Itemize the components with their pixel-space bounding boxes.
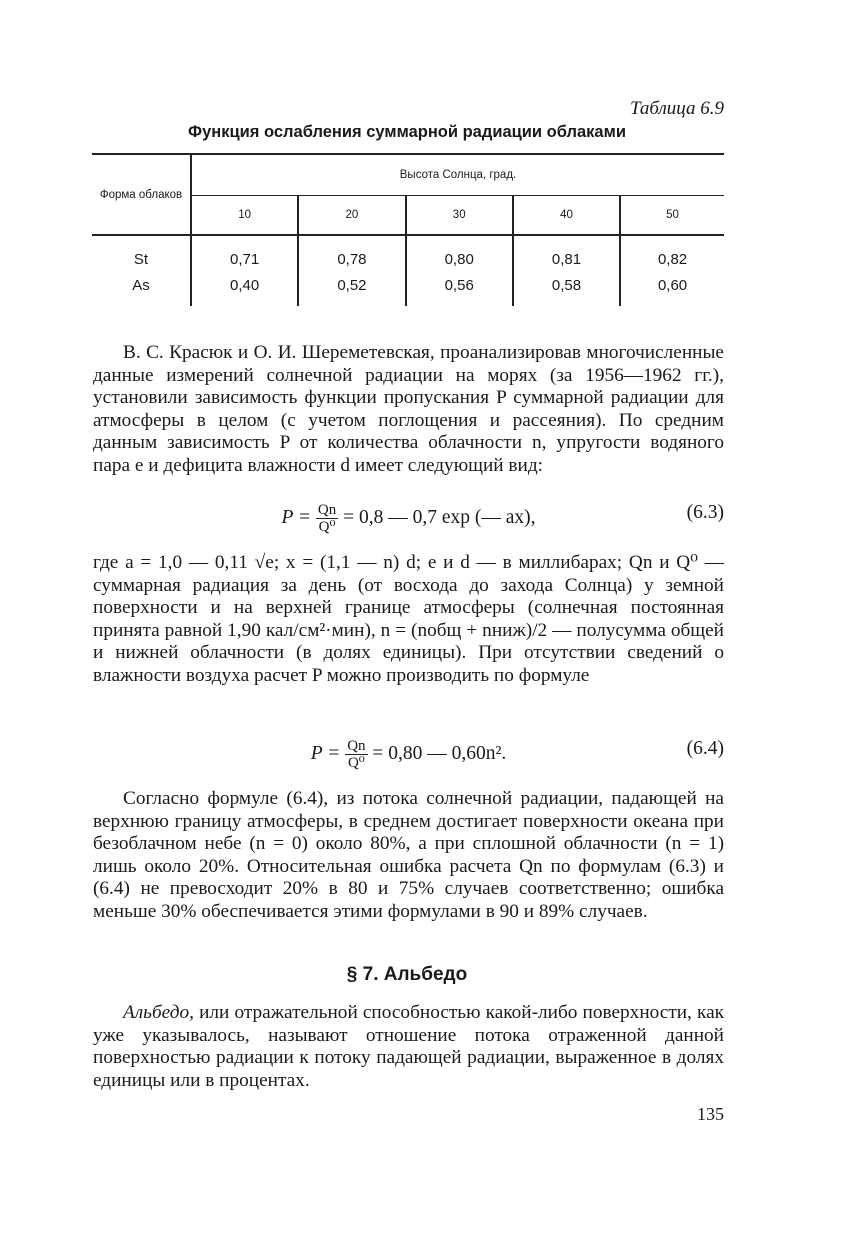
formula-fraction: $\frac{Qn}{\text{Q⁰}}$ <box>317 502 337 535</box>
page-number: 135 <box>697 1104 724 1124</box>
table-row <box>92 235 724 272</box>
table-title: Функция ослабления суммарной радиации облаками <box>188 123 626 141</box>
col-header-cloud-form: Форма облаков <box>92 154 191 235</box>
formula-rhs: = 0,8 — 0,7 exp (— ax), <box>343 506 536 528</box>
value-cell: 0,52 <box>298 272 405 306</box>
cloud-form-cell: St <box>133 250 149 268</box>
col-header-height: 50 <box>620 196 724 236</box>
paragraph-formula-discussion: Согласно формуле (6.4), из потока солнечной радиации, падающей на верхнюю границу атмосферы, в среднем достигает поверхности океана при безоблачном небе (n = 0) около 80%, а при сплошной облачности (n = 1) лишь около 20%. Относительная ошибка расчета Qn по формулам (6.3) и (6.4) не превосходит 20% в 80 и 75% случаев соответственно; ошибка меньше 30% обеспечивается этими формулами в 90 и 89% случаев. <box>93 788 724 922</box>
col-header-sun-height: Высота Солнца, град. <box>191 154 724 196</box>
albedo-term: Альбедо, <box>123 1002 194 1023</box>
formula-fraction: $\frac{Qn}{\text{Q⁰}}$ <box>347 738 366 771</box>
table-caption: Таблица 6.9 <box>630 98 724 119</box>
paragraph-definitions: где a = 1,0 — 0,11 √e; x = (1,1 — n) d; e и d — в миллибарах; Qn и Q⁰ — суммарная радиация за день (от восхода до захода Солнца) у земной поверхности и на верхней границе атмосферы (солнечная постоянная принята равной 1,90 кал/см²·мин), n = (nобщ + nниж)/2 — полусумма общей и нижней облачности (в долях единицы). При отсутствии сведений о влажности воздуха расчет P можно производить по формуле <box>93 552 724 686</box>
value-cell: 0,80 <box>406 235 513 272</box>
section-heading: § 7. Альбедо <box>346 964 468 985</box>
col-header-height: 10 <box>191 196 298 236</box>
value-cell: 0,82 <box>620 235 724 272</box>
cloud-form-cell: As <box>132 276 150 294</box>
formula-number: (6.4) <box>686 738 724 759</box>
value-cell: 0,81 <box>513 235 620 272</box>
col-header-height: 20 <box>298 196 405 236</box>
value-cell: 0,71 <box>191 235 298 272</box>
cloud-attenuation-table <box>92 153 724 306</box>
value-cell: 0,56 <box>406 272 513 306</box>
table-row <box>92 272 724 306</box>
formula-number: (6.3) <box>686 502 724 523</box>
value-cell: 0,58 <box>513 272 620 306</box>
formula-6-4 <box>93 738 724 778</box>
value-cell: 0,40 <box>191 272 298 306</box>
formula-rhs: = 0,80 — 0,60n². <box>372 742 507 764</box>
paragraph-albedo: Альбедо, или отражательной способностью какой-либо поверхности, как уже указывалось, называют отношение потока отраженной данной поверхностью радиации к потоку падающей радиации, выраженное в долях единицы или в процентах. <box>93 1002 724 1091</box>
formula-lhs: P = <box>281 506 312 528</box>
paragraph-krasyuk: В. С. Красюк и О. И. Шереметевская, проанализировав многочисленные данные измерений солнечной радиации на морях (за 1956—1962 гг.), установили зависимость функции пропускания P суммарной радиации для атмосферы в целом (с учетом поглощения и рассеяния). По средним данным зависимость P от количества облачности n, упругости водяного пара e и дефицита влажности d имеет следующий вид: <box>93 342 724 476</box>
formula-6-3 <box>93 502 724 542</box>
value-cell: 0,60 <box>620 272 724 306</box>
col-header-height: 40 <box>513 196 620 236</box>
value-cell: 0,78 <box>298 235 405 272</box>
formula-lhs: P = <box>310 742 341 764</box>
col-header-height: 30 <box>406 196 513 236</box>
